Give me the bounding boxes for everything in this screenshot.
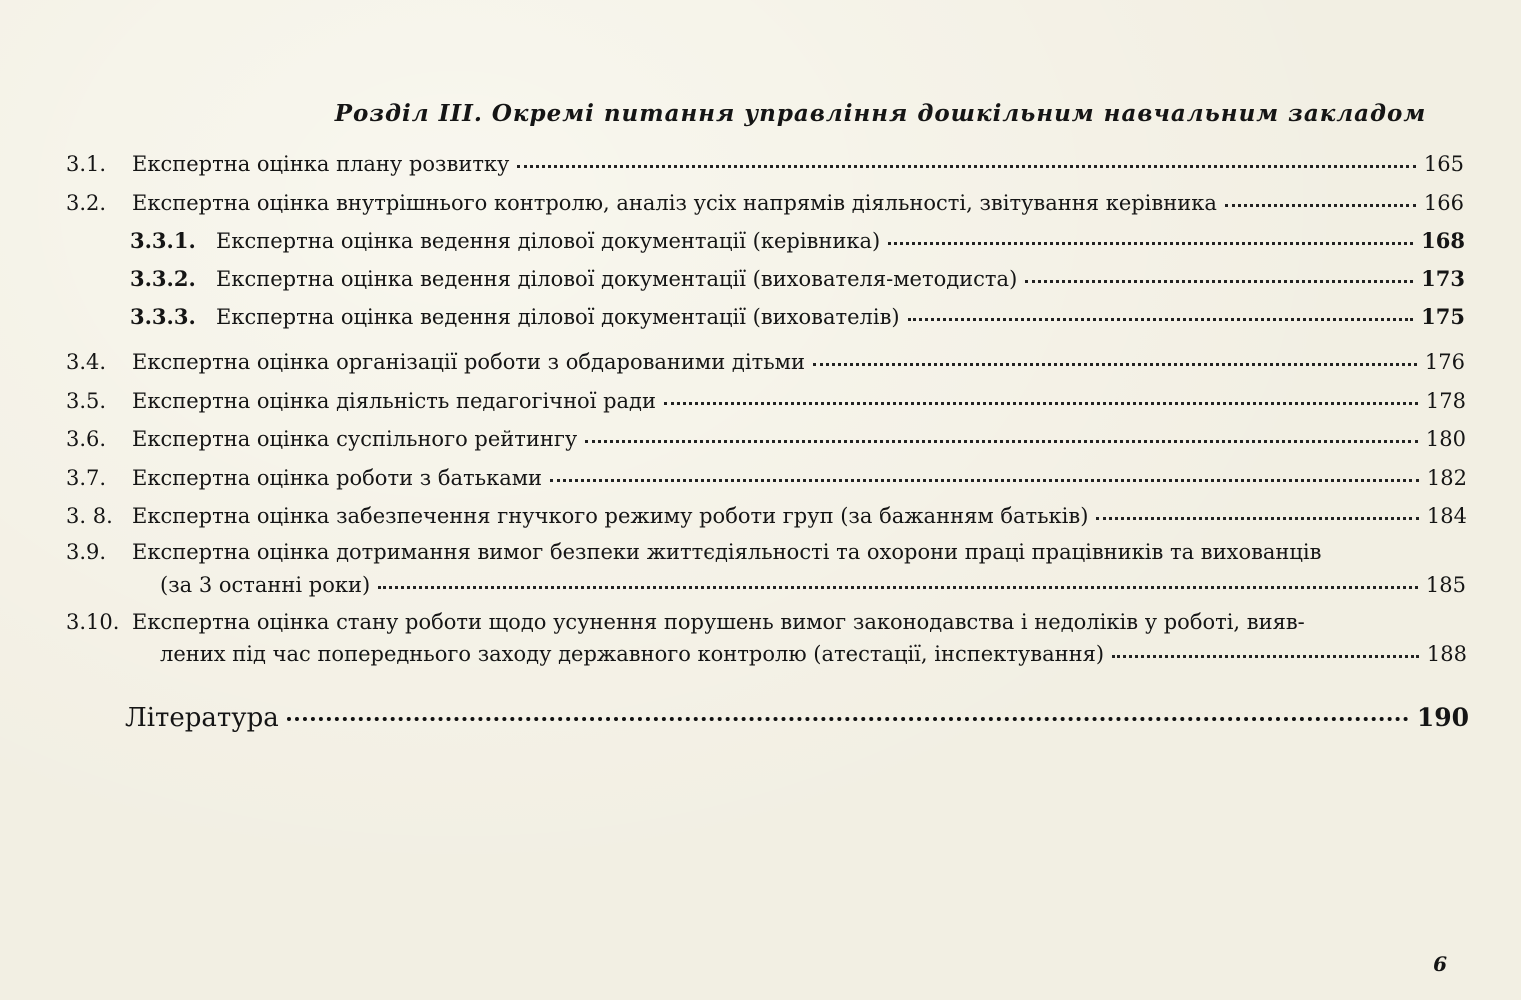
entry-number: 3.2. xyxy=(66,191,107,215)
entry-page: 188 xyxy=(1426,642,1467,666)
entry-label: Експертна оцінка стану роботи щодо усунення порушень вимог законодавства і недоліків у роботі, вияв- xyxy=(132,610,1305,634)
entry-label: Експертна оцінка діяльність педагогічної ради xyxy=(132,389,656,413)
entry-label: Експертна оцінка суспільного рейтингу xyxy=(132,427,578,451)
entry-label-continuation: (за 3 останні роки) xyxy=(160,573,371,597)
dot-leader xyxy=(517,150,1415,171)
toc-entry-line-2 xyxy=(160,640,1467,670)
toc-subentry xyxy=(130,227,1465,257)
dot-leader xyxy=(908,303,1414,324)
entry-label: Експертна оцінка роботи з батьками xyxy=(132,466,543,490)
entry-label: Експертна оцінка внутрішнього контролю, аналіз усіх напрямів діяльності, звітування керівника xyxy=(132,191,1217,215)
entry-page: 185 xyxy=(1425,573,1466,597)
dot-leader xyxy=(1225,189,1416,210)
entry-page: 176 xyxy=(1424,350,1465,374)
entry-number: 3.6. xyxy=(66,427,107,451)
entry-label: Експертна оцінка ведення ділової документації (вихователів) xyxy=(216,305,900,329)
toc-entry-line-2 xyxy=(160,571,1466,601)
entry-label: Експертна оцінка ведення ділової документації (керівника) xyxy=(216,229,881,253)
entry-label: Експертна оцінка ведення ділової документації (вихователя-методиста) xyxy=(216,267,1018,291)
dot-leader xyxy=(664,387,1418,408)
dot-leader xyxy=(287,700,1409,726)
entry-number: 3.3.3. xyxy=(130,304,196,329)
literature-label: Література xyxy=(125,703,279,733)
entry-number: 3.10. xyxy=(66,610,120,634)
entry-number: 3.3.1. xyxy=(130,228,196,253)
entry-label-continuation: лених під час попереднього заходу державного контролю (атестації, інспектування) xyxy=(160,642,1105,666)
toc-entry-line-1 xyxy=(66,610,1467,640)
dot-leader xyxy=(1025,265,1413,286)
toc-literature xyxy=(125,700,1469,736)
dot-leader xyxy=(585,425,1418,446)
entry-number: 3.4. xyxy=(66,350,107,374)
toc-entry xyxy=(66,425,1466,455)
dot-leader xyxy=(1096,502,1419,523)
entry-number: 3. 8. xyxy=(66,504,113,528)
toc-entry xyxy=(66,348,1465,378)
dot-leader xyxy=(378,571,1418,592)
section-title: Розділ III. Окремі питання управління дошкільним навчальним закладом xyxy=(334,100,1427,127)
literature-page: 190 xyxy=(1416,703,1469,732)
entry-page: 184 xyxy=(1426,504,1467,528)
toc-entry xyxy=(66,150,1464,180)
dot-leader xyxy=(813,348,1417,369)
dot-leader xyxy=(1112,640,1419,661)
entry-page: 168 xyxy=(1421,228,1465,253)
entry-number: 3.1. xyxy=(66,152,107,176)
toc-subentry xyxy=(130,265,1465,295)
toc-entry xyxy=(66,502,1467,532)
entry-label: Експертна оцінка дотримання вимог безпеки життєдіяльності та охорони праці працівників та вихованців xyxy=(132,540,1322,564)
entry-label: Експертна оцінка організації роботи з обдарованими дітьми xyxy=(132,350,805,374)
toc-subentry xyxy=(130,303,1465,333)
page-number: 6 xyxy=(1433,952,1447,976)
entry-page: 166 xyxy=(1423,191,1464,215)
entry-page: 175 xyxy=(1421,304,1465,329)
entry-label: Експертна оцінка забезпечення гнучкого режиму роботи груп (за бажанням батьків) xyxy=(132,504,1089,528)
entry-page: 182 xyxy=(1426,466,1467,490)
entry-number: 3.9. xyxy=(66,540,107,564)
entry-number: 3.7. xyxy=(66,466,107,490)
entry-page: 178 xyxy=(1425,389,1466,413)
toc-entry-line-1 xyxy=(66,540,1467,570)
entry-number: 3.3.2. xyxy=(130,266,196,291)
entry-page: 165 xyxy=(1423,152,1464,176)
entry-page: 180 xyxy=(1425,427,1466,451)
entry-number: 3.5. xyxy=(66,389,107,413)
entry-label: Експертна оцінка плану розвитку xyxy=(132,152,510,176)
entry-page: 173 xyxy=(1421,266,1465,291)
dot-leader xyxy=(550,464,1419,485)
toc-entry xyxy=(66,464,1467,494)
toc-entry xyxy=(66,387,1466,417)
dot-leader xyxy=(888,227,1413,248)
toc-entry xyxy=(66,189,1464,219)
